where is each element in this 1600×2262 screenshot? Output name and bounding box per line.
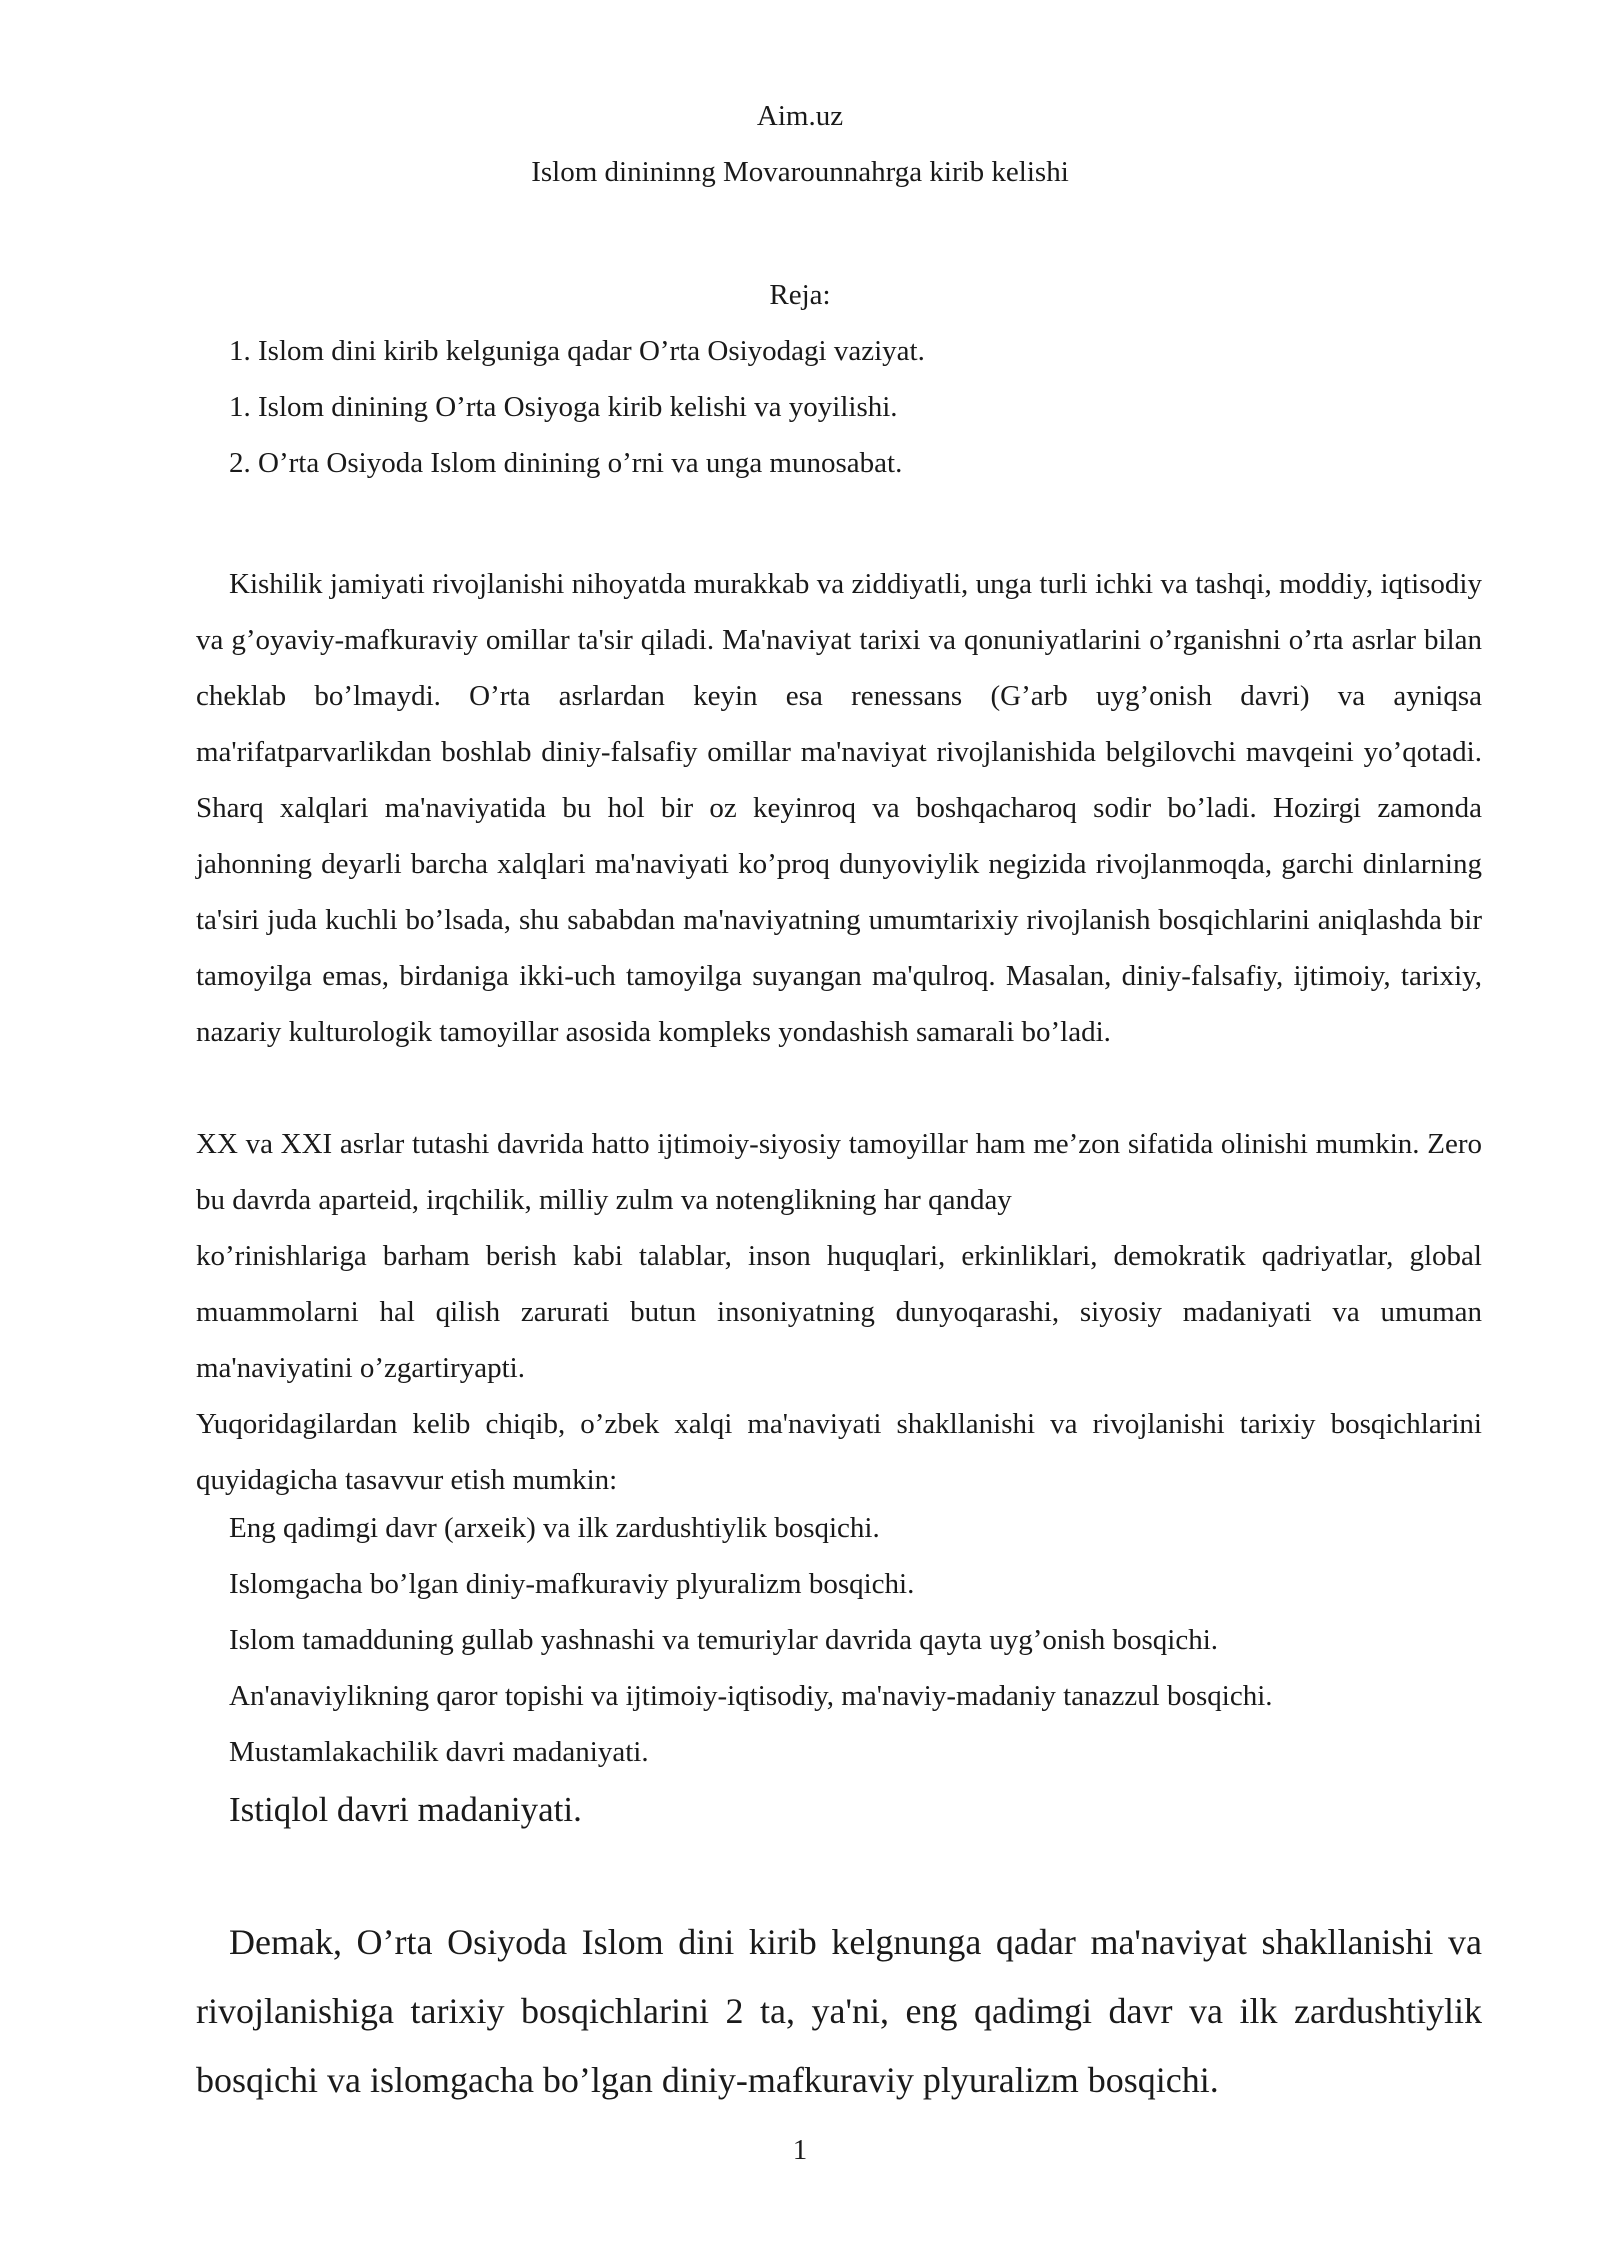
stage-item: Mustamlakachilik davri madaniyati. <box>229 1736 649 1768</box>
body-paragraph-stages-intro: Yuqoridagilardan kelib chiqib, o’zbek xalqi ma'naviyati shakllanishi va rivojlanishi tarixiy bosqichlarini quyidagicha tasavvur etish mumkin: <box>196 1408 1482 1496</box>
stage-item: Istiqlol davri madaniyati. <box>229 1790 582 1829</box>
document-title: Islom dinininng Movarounnahrga kirib kelishi <box>531 156 1069 188</box>
site-name: Aim.uz <box>756 100 844 132</box>
plan-item: 1. Islom dinining O’rta Osiyoga kirib kelishi va yoyilishi. <box>229 391 898 423</box>
stage-item: Islomgacha bo’lgan diniy-mafkuraviy plyuralizm bosqichi. <box>229 1568 915 1600</box>
page-number: 1 <box>792 2134 808 2166</box>
body-paragraph-xx-xxi: XX va XXI asrlar tutashi davrida hatto ijtimoiy-siyosiy tamoyillar ham me’zon sifatida olinishi mumkin. Zero bu davrda aparteid, irqchilik, milliy zulm va notenglikning har qanday <box>196 1128 1482 1216</box>
plan-item: 1. Islom dini kirib kelguniga qadar O’rta Osiyodagi vaziyat. <box>229 335 925 367</box>
body-paragraph-intro: Kishilik jamiyati rivojlanishi nihoyatda murakkab va ziddiyatli, unga turli ichki va tashqi, moddiy, iqtisodiy va g’oyaviy-mafkuraviy omillar ta'sir qiladi. Ma'naviyat tarixi va qonuniyatlarini o’rganishni o’rta asrlar bilan cheklab bo’lmaydi. O’rta asrlardan keyin esa renessans (G’arb uyg’onish davri) va ayniqsa ma'rifatparvarlikdan boshlab diniy-falsafiy omillar ma'naviyat rivojlanishida belgilovchi mavqeini yo’qotadi. Sharq xalqlari ma'naviyatida bu hol bir oz keyinroq va boshqacharoq sodir bo’ladi. Hozirgi zamonda jahonning deyarli barcha xalqlari ma'naviyati ko’proq dunyoviylik negizida rivojlanmoqda, garchi dinlarning ta'siri juda kuchli bo’lsada, shu sababdan ma'naviyatning umumtarixiy rivojlanish bosqichlarini aniqlashda bir tamoyilga emas, birdaniga ikki-uch tamoyilga suyangan ma'qulroq. Masalan, diniy-falsafiy, ijtimoiy, tarixiy, nazariy kulturologik tamoyillar asosida kompleks yondashish samarali bo’ladi. <box>196 568 1482 1048</box>
stage-item: An'anaviylikning qaror topishi va ijtimoiy-iqtisodiy, ma'naviy-madaniy tanazzul bosqichi. <box>229 1680 1273 1712</box>
plan-heading: Reja: <box>769 279 831 311</box>
stage-item: Islom tamadduning gullab yashnashi va temuriylar davrida qayta uyg’onish bosqichi. <box>229 1624 1219 1656</box>
stage-item: Eng qadimgi davr (arxeik) va ilk zardushtiylik bosqichi. <box>229 1512 880 1544</box>
plan-item: 2. O’rta Osiyoda Islom dinining o’rni va unga munosabat. <box>229 447 903 479</box>
conclusion-paragraph: Demak, O’rta Osiyoda Islom dini kirib kelgnunga qadar ma'naviyat shakllanishi va rivojlanishiga tarixiy bosqichlarini 2 ta, ya'ni, eng qadimgi davr va ilk zardushtiylik bosqichi va islomgacha bo’lgan diniy-mafkuraviy plyuralizm bosqichi. <box>196 1922 1482 2100</box>
body-paragraph-human-rights: ko’rinishlariga barham berish kabi talablar, inson huquqlari, erkinliklari, demokratik qadriyatlar, global muammolarni hal qilish zarurati butun insoniyatning dunyoqarashi, siyosiy madaniyati va umuman ma'naviyatini o’zgartiryapti. <box>196 1240 1482 1384</box>
